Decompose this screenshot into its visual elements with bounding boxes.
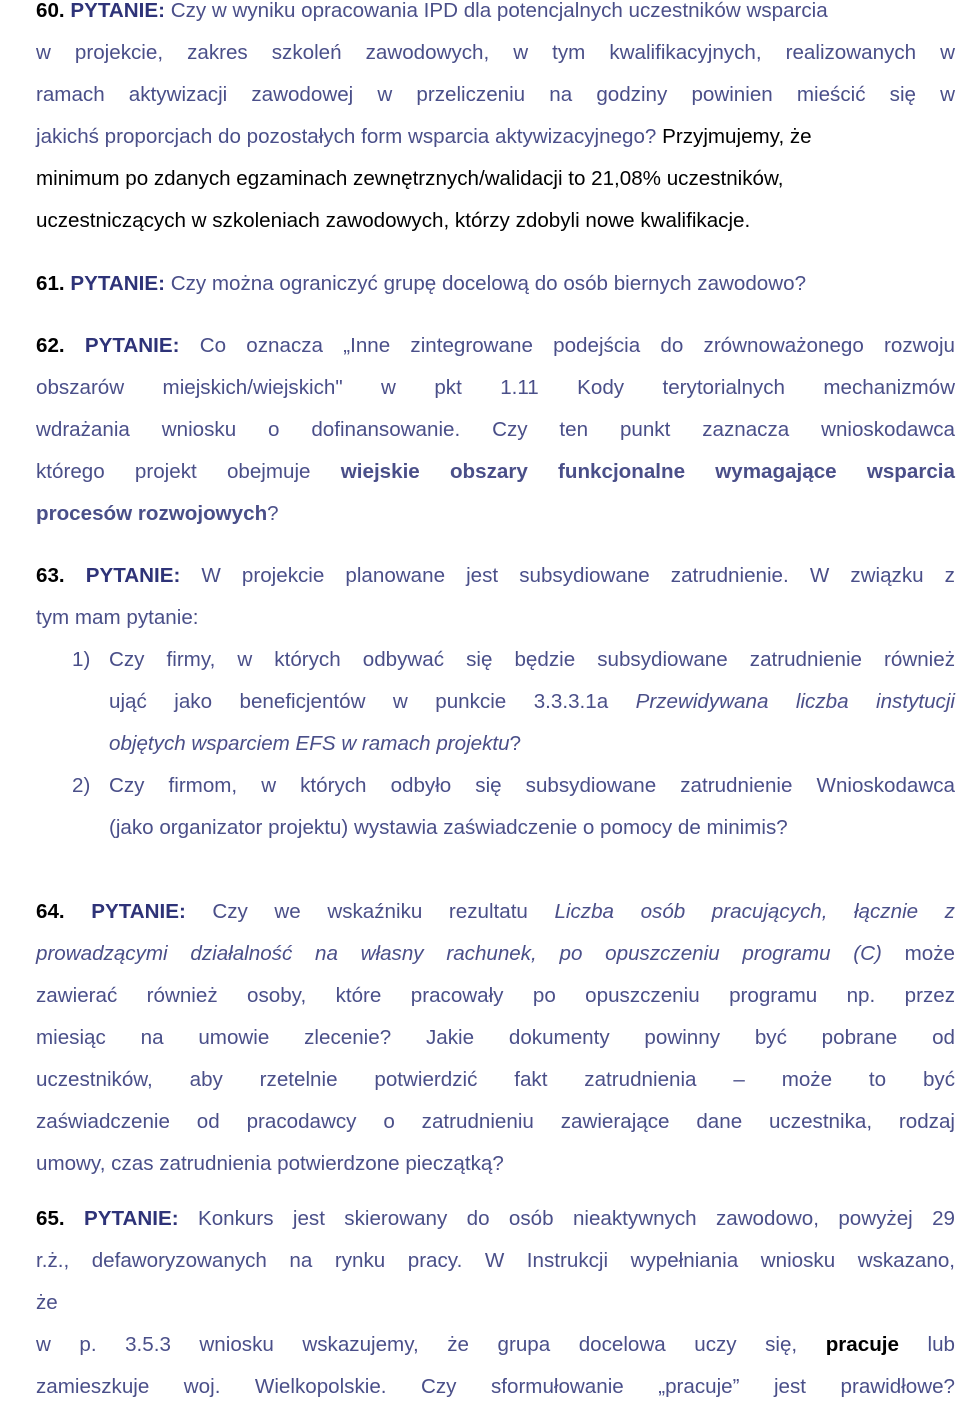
q64-line-3: zawierać również osoby, które pracowały po opuszczeniu programu np. przez [36,984,955,1007]
q65-line-3: że [36,1291,58,1314]
question-text: ująć jako beneficjentów w punkcie 3.3.3.1a [109,690,609,713]
question-text: Czy ten punkt zaznacza wnioskodawca [492,418,955,441]
question-number: 62. [36,334,65,357]
q65-line-5: zamieszkuje woj. Wielkopolskie. Czy sformułowanie „pracuje” jest prawidłowe? [36,1375,955,1398]
q62-line-5 [36,493,955,535]
question-label: PYTANIE: [84,1207,179,1230]
q64-line-7: umowy, czas zatrudnienia potwierdzone pieczątką? [36,1152,504,1175]
question-label: PYTANIE: [70,272,165,295]
q62-line-1 [36,325,955,367]
question-text: W związku z [809,564,955,587]
question-number: 63. [36,564,65,587]
q65-line-4 [36,1324,955,1366]
q64-line-6: zaświadczenie od pracodawcy o zatrudnieniu zawierające dane uczestnika, rodzaj [36,1110,955,1133]
q60-line-1 [36,0,955,32]
q60-line-3: ramach aktywizacji zawodowej w przeliczeniu na godziny powinien mieścić się w [36,83,955,106]
list-number: 2) [72,774,91,797]
italic-text: objętych wsparciem EFS w ramach projektu [109,732,510,755]
q63-item2-line-1: Czy firmom, w których odbyło się subsydiowane zatrudnienie Wnioskodawca [109,774,955,797]
question-number: 65. [36,1207,65,1230]
question-text: Czy we wskaźniku rezultatu [212,900,528,923]
question-number: 60. [36,0,65,22]
question-text: ? [509,732,522,755]
list-number: 1) [72,648,91,671]
q60-line-6: uczestniczących w szkoleniach zawodowych, którzy zdobyli nowe kwalifikacje. [36,209,751,232]
question-label: PYTANIE: [91,900,186,923]
emphasis-text: pracuje [825,1333,899,1356]
question-label: PYTANIE: [85,564,181,587]
question-text: ? [267,502,279,525]
q60-line-5: minimum po zdanych egzaminach zewnętrznych/walidacji to 21,08% uczestników, [36,167,784,190]
question-text: Czy można ograniczyć grupę docelową do osób biernych zawodowo? [170,272,807,295]
question-text: jakichś proporcjach do pozostałych form wsparcia aktywizacyjnego? [36,125,657,148]
question-text: Co oznacza „Inne zintegrowane podejścia do zrównoważonego rozwoju [199,334,956,357]
answer-text: Przyjmujemy, że [662,125,812,148]
q63-item1-line-3 [109,723,955,765]
emphasis-text: wiejskie obszary funkcjonalne wymagające wsparcia [340,460,955,483]
q63-item1-line-1: Czy firmy, w których odbywać się będzie subsydiowane zatrudnienie również [109,648,955,671]
italic-text: Przewidywana liczba instytucji [635,690,955,713]
question-text: miesiąc na umowie zlecenie? [36,1026,392,1049]
question-label: PYTANIE: [84,334,180,357]
question-text: Jakie dokumenty powinny być pobrane od [425,1026,955,1049]
question-number: 64. [36,900,65,923]
q65-line-2: r.ż., defaworyzowanych na rynku pracy. W Instrukcji wypełniania wniosku wskazano, [36,1249,955,1272]
q60-line-4 [36,116,955,158]
q61-line-1 [36,263,955,305]
q64-line-5: uczestników, aby rzetelnie potwierdzić fakt zatrudnienia – może to być [36,1068,955,1091]
question-text: Konkurs jest skierowany do osób nieaktywnych zawodowo, powyżej 29 [197,1207,955,1230]
q60-line-2: w projekcie, zakres szkoleń zawodowych, w tym kwalifikacyjnych, realizowanych w [36,41,955,64]
italic-text: prowadzącymi działalność na własny rachunek, po opuszczeniu programu (C) [36,942,882,965]
q65-line-1 [36,1198,955,1240]
question-number: 61. [36,272,65,295]
q64-line-4 [36,1017,955,1059]
q64-line-2 [36,933,955,975]
q63-line-1 [36,555,955,597]
question-text: W projekcie planowane jest subsydiowane zatrudnienie. [201,564,789,587]
q62-line-3 [36,409,955,451]
question-label: PYTANIE: [70,0,165,22]
question-text: wdrażania wniosku o dofinansowanie. [36,418,461,441]
question-text: może [904,942,955,965]
q62-line-4 [36,451,955,493]
q63-line-2: tym mam pytanie: [36,606,199,629]
question-text: Czy w wyniku opracowania IPD dla potencjalnych uczestników wsparcia [170,0,828,22]
question-text: którego projekt obejmuje [36,460,311,483]
emphasis-text: procesów rozwojowych [36,502,268,525]
q62-line-2: obszarów miejskich/wiejskich" w pkt 1.11 Kody terytorialnych mechanizmów [36,376,955,399]
q63-item1-line-2 [109,681,955,723]
question-text: lub [927,1333,955,1356]
q64-line-1 [36,891,955,933]
question-text: w p. 3.5.3 wniosku wskazujemy, że grupa docelowa uczy się, [36,1333,798,1356]
italic-text: Liczba osób pracujących, łącznie z [554,900,955,923]
q63-item2-line-2: (jako organizator projektu) wystawia zaświadczenie o pomocy de minimis? [109,816,788,839]
